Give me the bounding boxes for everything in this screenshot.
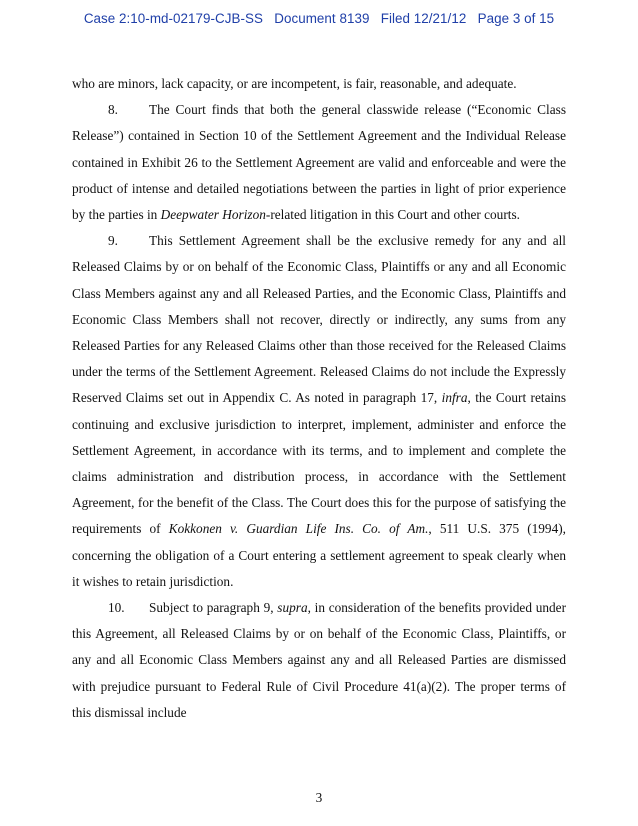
court-filing-header: Case 2:10-md-02179-CJB-SS Document 8139 Filed 12/21/12 Page 3 of 15 — [83, 11, 555, 26]
paragraph-text: , the Court retains continuing and exclusive jurisdiction to interpret, implement, administer and enforce the Settlement Agreement, in accordance with its terms, and to implement and complete the claims administration and distribution process, in accordance with the Settlement Agreement, for the benefit of the Class. The Court does this for the purpose of satisfying the requirements of — [72, 390, 566, 537]
paragraph-text: -related litigation in this Court and other courts. — [265, 207, 520, 223]
paragraph-continuation — [72, 71, 566, 97]
paragraph-number: 10. — [108, 600, 125, 616]
italic-text: infra — [441, 390, 468, 406]
paragraph-text: , 511 U.S. 375 (1994), concerning the obligation of a Court entering a settlement agreement to speak clearly when it wishes to retain jurisdiction. — [72, 521, 566, 589]
paragraph-number: 9. — [108, 233, 118, 249]
page-number: 3 — [315, 790, 323, 805]
italic-text: supra — [277, 600, 308, 616]
paragraph-text: The Court finds that both the general classwide release (“Economic Class Release”) contained in Section 10 of the Settlement Agreement and the Individual Release contained in Exhibit 26 to the Settlement Agreement are valid and enforceable and were the product of intense and detailed negotiations between the parties in light of prior experience by the parties in — [72, 102, 566, 223]
paragraph-10 — [72, 595, 566, 726]
paragraph-text: , in consideration of the benefits provided under this Agreement, all Released Claims by or on behalf of the Economic Class, Plaintiffs, or any and all Economic Class Members against any and all Released Parties are dismissed with prejudice pursuant to Federal Rule of Civil Procedure 41(a)(2). The proper terms of this dismissal include — [72, 600, 566, 720]
paragraph-text: who are minors, lack capacity, or are incompetent, is fair, reasonable, and adequate. — [72, 76, 517, 91]
paragraph-number: 8. — [108, 102, 118, 118]
paragraph-9 — [72, 228, 566, 595]
italic-text: Deepwater Horizon — [160, 207, 266, 223]
paragraph-text: This Settlement Agreement shall be the exclusive remedy for any and all Released Claims by or on behalf of the Economic Class, Plaintiffs or any and all Economic Class Members against any and all Released Parties, and the Economic Class, Plaintiffs and Economic Class Members shall not recover, directly or indirectly, any sums from any Released Parties for any Released Claims other than those received for the Released Claims under the terms of the Settlement Agreement. Released Claims do not include the Expressly Reserved Claims set out in Appendix C. As noted in paragraph 17, — [72, 233, 566, 406]
paragraph-text: Subject to paragraph 9, — [149, 600, 278, 616]
paragraph-8 — [72, 97, 566, 228]
document-body — [72, 71, 566, 726]
italic-text: Kokkonen v. Guardian Life Ins. Co. of Am. — [168, 521, 429, 537]
